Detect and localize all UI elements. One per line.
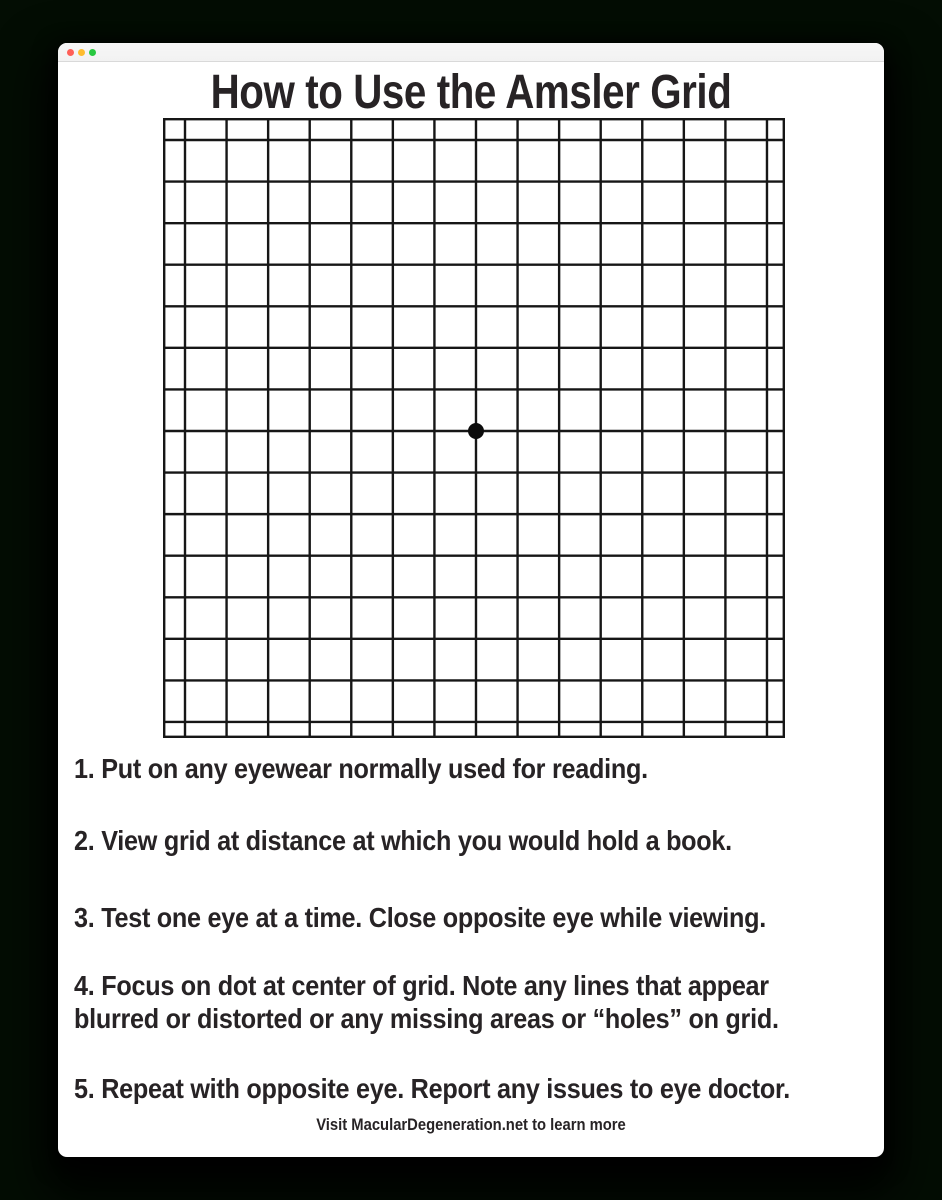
instruction-item [74,969,779,1035]
instruction-line: 5. Repeat with opposite eye. Report any issues to eye doctor. [74,1073,790,1104]
instruction-line: 3. Test one eye at a time. Close opposite eye while viewing. [74,902,766,933]
instruction-line: 2. View grid at distance at which you would hold a book. [74,825,732,856]
amsler-grid [163,118,785,738]
instruction-line: blurred or distorted or any missing areas or “holes” on grid. [74,1003,779,1034]
zoom-button[interactable] [89,49,96,56]
instruction-line: 4. Focus on dot at center of grid. Note any lines that appear [74,970,769,1001]
instruction-line: 1. Put on any eyewear normally used for reading. [74,753,648,784]
close-button[interactable] [67,49,74,56]
center-dot [468,423,484,439]
instruction-item [74,752,648,785]
minimize-button[interactable] [78,49,85,56]
page-title: How to Use the Amsler Grid [210,66,732,119]
app-window [58,43,884,1157]
amsler-grid-svg [163,118,785,738]
instruction-item [74,824,732,857]
instruction-item [74,1072,790,1105]
instruction-item [74,901,766,934]
titlebar[interactable] [58,43,884,62]
footer-note: Visit MacularDegeneration.net to learn more [316,1115,626,1134]
